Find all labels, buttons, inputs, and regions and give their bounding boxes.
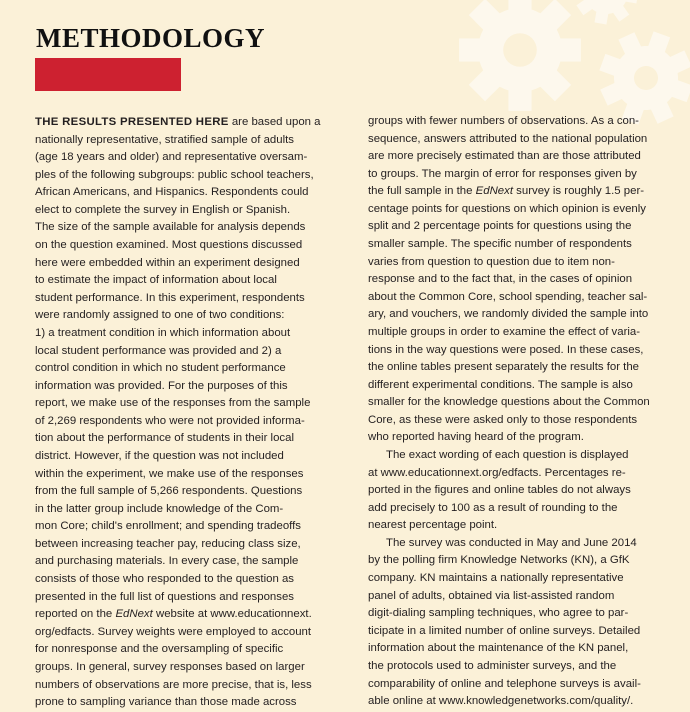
text-line: and purchasing materials. In every case, the sample xyxy=(35,555,299,568)
text-line: ples of the following subgroups: public school teachers, xyxy=(35,168,314,181)
text-line: were randomly assigned to one of two conditions: xyxy=(35,309,285,322)
text-line: presented in the full list of questions and responses xyxy=(35,590,294,603)
text-line: groups with fewer numbers of observations. As a con- xyxy=(368,115,639,127)
text-line: the online tables present separately the results for the xyxy=(368,361,640,374)
text-line: within the experiment, we make use of the responses xyxy=(35,467,304,480)
text-line: comparability of online and telephone surveys is avail- xyxy=(368,677,641,690)
text-line: district. However, if the question was not included xyxy=(35,449,284,462)
text-line: control condition in which no student performance xyxy=(35,362,286,375)
text-line: The size of the sample available for analysis depends xyxy=(35,221,306,234)
text-line: varies from question to question due to item non- xyxy=(368,255,615,268)
text-line: the protocols used to administer surveys, and the xyxy=(368,659,617,672)
text-line: nationally representative, stratified sample of adults xyxy=(35,133,294,146)
text-line: who reported having heard of the program. xyxy=(368,431,584,444)
text-line: nearest percentage point. xyxy=(368,519,498,532)
text-line: tion about the performance of students in their local xyxy=(35,432,294,445)
lead-in: THE RESULTS PRESENTED HERE xyxy=(35,116,229,128)
text-line: local student performance was provided and 2) a xyxy=(35,344,282,357)
text-line: information was provided. For the purposes of this xyxy=(35,379,288,392)
text-line: groups. In general, survey responses based on larger xyxy=(35,660,305,673)
text-line: The survey was conducted in May and June 2014 xyxy=(386,536,637,549)
left-column xyxy=(35,114,331,712)
text-line: consists of those who responded to the question as xyxy=(35,573,294,586)
text-line: from the full sample of 5,266 respondents. Questions xyxy=(35,485,303,498)
text-line: ary, and vouchers, we randomly divided the sample into xyxy=(368,308,649,321)
text-line: on the question examined. Most questions discussed xyxy=(35,239,303,252)
text-line: smaller for the knowledge questions about the Common xyxy=(368,396,650,409)
text-line: sequence, answers attributed to the national population xyxy=(368,132,648,145)
text-line: student performance. In this experiment, respondents xyxy=(35,291,305,304)
text-line: ported in the figures and online tables do not always xyxy=(368,484,631,497)
text-line: centage points for questions on which opinion is evenly xyxy=(368,202,646,215)
text-line: tions in the way questions were posed. In these cases, xyxy=(368,343,644,356)
text-line: report, we make use of the responses from the sample xyxy=(35,397,311,410)
text-line: African Americans, and Hispanics. Respondents could xyxy=(35,186,309,199)
text-line: reported on the EdNext website at www.educationnext. xyxy=(35,608,312,621)
text-line: Core, as these were asked only to those respondents xyxy=(368,413,638,426)
text-line: split and 2 percentage points for questions using the xyxy=(368,220,632,233)
text-line: are more precisely estimated than are those attributed xyxy=(368,150,641,163)
text-line: 1) a treatment condition in which information about xyxy=(35,326,291,339)
page-title: METHODOLOGY xyxy=(36,23,266,53)
text-line: (age 18 years and older) and representative oversam- xyxy=(35,151,308,164)
text-line: company. KN maintains a nationally representative xyxy=(368,572,624,585)
text-line: The exact wording of each question is displayed xyxy=(386,448,629,461)
text-line: by the polling firm Knowledge Networks (KN), a GfK xyxy=(368,554,630,567)
text-line: to groups. The margin of error for responses given by xyxy=(368,167,637,180)
text-line: at www.educationnext.org/edfacts. Percentages re- xyxy=(368,466,626,479)
text-line: add precisely to 100 as a result of rounding to the xyxy=(368,501,618,514)
text-line: to estimate the impact of information about local xyxy=(35,274,277,287)
accent-bar xyxy=(35,58,181,91)
publication-name: EdNext xyxy=(115,608,153,621)
text-line: panel of adults, obtained via list-assisted random xyxy=(368,589,615,602)
text-line: able online at www.knowledgenetworks.com/quality/. xyxy=(368,695,634,708)
text-line: information about the maintenance of the KN panel, xyxy=(368,642,629,655)
text-line: multiple groups in order to examine the effect of varia- xyxy=(368,325,641,338)
text-line: smaller sample. The specific number of respondents xyxy=(368,238,632,251)
text-line: the full sample in the EdNext survey is roughly 1.5 per- xyxy=(368,185,645,198)
text-line: response and to the fact that, in the cases of opinion xyxy=(368,273,633,286)
text-line: between increasing teacher pay, reducing class size, xyxy=(35,537,301,550)
text-line: org/edfacts. Survey weights were employed to account xyxy=(35,625,312,638)
text-line: prone to sampling variance than those made across xyxy=(35,696,297,709)
text-line: of 2,269 respondents who were not provided informa- xyxy=(35,414,305,427)
text-line: THE RESULTS PRESENTED HERE are based upon a xyxy=(35,116,321,128)
text-line: for nonresponse and the oversampling of specific xyxy=(35,643,284,656)
text-line: in the latter group include knowledge of the Com- xyxy=(35,502,284,515)
publication-name: EdNext xyxy=(475,185,513,198)
text-line: digit-dialing sampling techniques, who agree to par- xyxy=(368,607,629,620)
text-line: mon Core; child's enrollment; and spending tradeoffs xyxy=(35,520,302,533)
right-column xyxy=(368,113,666,711)
text-line: ticipate in a limited number of online surveys. Detailed xyxy=(368,624,641,637)
text-line: numbers of observations are more precise, that is, less xyxy=(35,678,312,691)
text-line: here were embedded within an experiment designed xyxy=(35,256,300,269)
text-line: elect to complete the survey in English or Spanish. xyxy=(35,203,291,216)
text-line: different experimental conditions. The sample is also xyxy=(368,378,633,391)
text-line: about the Common Core, school spending, teacher sal- xyxy=(368,290,648,303)
